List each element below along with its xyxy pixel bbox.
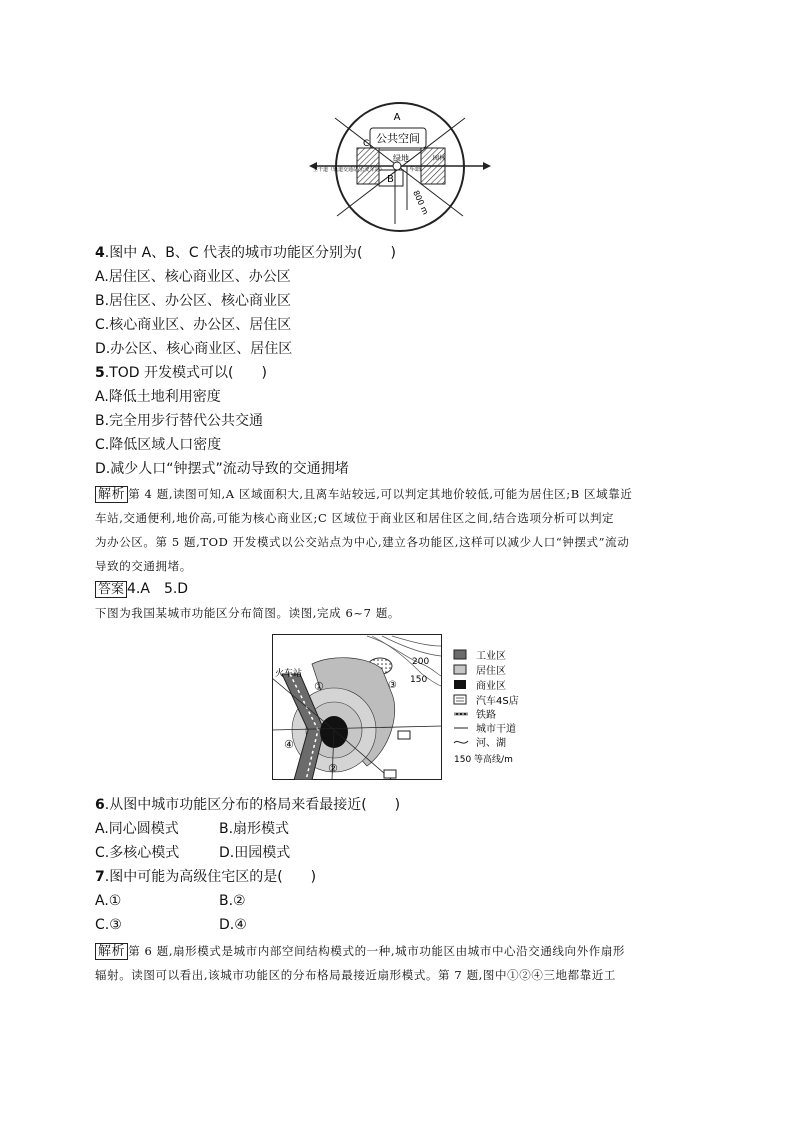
question-4-number: 4 (95, 245, 105, 261)
label-contour-150: 150 (410, 675, 428, 685)
answer-1-tag: 答案 (95, 581, 127, 598)
question-7-stem (95, 868, 316, 886)
intro-6-7: 下图为我国某城市功能区分布简图。读图,完成 6~7 题。 (95, 606, 401, 620)
tod-diagram (305, 100, 495, 240)
legend-industrial: 工业区 (476, 651, 506, 662)
analysis-2-line-2: 辐射。读图可以看出,该城市功能区的分布格局最接近扇形模式。第 7 题,图中①②④三地都靠近工 (95, 968, 617, 982)
analysis-2-tag: 解析 (95, 943, 128, 960)
q7-option-c[interactable]: C.③ (95, 917, 122, 933)
label-radius: 800 m (411, 189, 431, 217)
q7-option-d[interactable]: D.④ (219, 917, 247, 933)
q6-option-c[interactable]: C.多核心模式 (95, 845, 180, 861)
q4-option-b[interactable]: B.居住区、办公区、核心商业区 (95, 293, 292, 309)
car-shop-2 (384, 770, 396, 778)
q4-option-c[interactable]: C.核心商业区、办公区、居住区 (95, 317, 292, 333)
question-5-text: .TOD 开发模式可以( ) (104, 365, 267, 381)
question-6-text: .从图中城市功能区分布的格局来看最接近( ) (104, 797, 401, 813)
q4-option-d[interactable]: D.办公区、核心商业区、居住区 (95, 341, 293, 357)
legend-railway: 铁路 (476, 710, 496, 721)
q6-options-row-1 (95, 820, 495, 838)
label-b: B (387, 174, 394, 185)
label-public-space: 公共空间 (376, 132, 420, 145)
q7-options-row-2 (95, 916, 495, 934)
q7-option-b[interactable]: B.② (219, 893, 246, 909)
answer-1-text: 4.A 5.D (127, 581, 189, 597)
label-green: 绿地 (393, 154, 409, 163)
q5-option-a[interactable]: A.降低土地利用密度 (95, 389, 221, 405)
analysis-1-line-3: 为办公区。第 5 题,TOD 开发模式以公交站点为中心,建立各功能区,这样可以减少人口“钟摆式”流动 (95, 535, 630, 549)
question-6-stem (95, 796, 400, 814)
station-dot (393, 162, 401, 170)
q5-option-b[interactable]: B.完全用步行替代公共交通 (95, 413, 264, 429)
question-5-number: 5 (95, 365, 105, 381)
label-a: A (393, 112, 401, 123)
analysis-1-tag: 解析 (95, 486, 128, 503)
q6-option-a[interactable]: A.同心圆模式 (95, 821, 179, 837)
label-stop: 主干道（轨道交通站/公交车站） (313, 167, 385, 173)
q6-option-b[interactable]: B.扇形模式 (219, 821, 290, 837)
label-contour-200: 200 (412, 657, 430, 667)
analysis-2-line-1: 解析 第 6 题,扇形模式是城市内部空间结构模式的一种,城市功能区由城市中心沿交通线向外作扇形 (95, 942, 625, 961)
city-zone-map (272, 634, 442, 780)
legend-road: 城市干道 (476, 724, 516, 735)
q5-option-c[interactable]: C.降低区域人口密度 (95, 437, 222, 453)
question-5-stem (95, 364, 267, 382)
label-station: 火车站 (275, 669, 303, 679)
analysis-1-line-2: 车站,交通便利,地价高,可能为核心商业区;C 区域位于商业区和居住区之间,结合选项分析可以判定 (95, 511, 615, 525)
label-zone-3: ③ (388, 680, 397, 691)
legend-residential: 居住区 (476, 666, 506, 677)
answer-1 (95, 580, 188, 599)
analysis-1-line-4: 导致的交通拥堵。 (95, 559, 192, 573)
legend-car-shop: 汽车4S店 (476, 696, 519, 707)
legend-contour: 150 等高线/m (454, 755, 513, 765)
label-zone-1: ① (314, 680, 324, 693)
q6-option-d[interactable]: D.田园模式 (219, 845, 291, 861)
label-c: C (363, 139, 370, 149)
question-4-stem (95, 244, 396, 262)
legend-commercial: 商业区 (476, 681, 506, 692)
q5-option-d[interactable]: D.减少人口“钟摆式”流动导致的交通拥堵 (95, 461, 349, 477)
car-shop-1 (398, 731, 410, 739)
map-legend (452, 648, 562, 770)
question-4-text: .图中 A、B、C 代表的城市功能区分别为( ) (104, 245, 396, 261)
question-7-number: 7 (95, 869, 105, 885)
q4-option-a[interactable]: A.居住区、核心商业区、办公区 (95, 269, 291, 285)
label-stop-right: 车站 (409, 166, 422, 173)
legend-river: 河、湖 (476, 738, 506, 749)
q7-options-row-1 (95, 892, 495, 910)
question-7-text: .图中可能为高级住宅区的是( ) (104, 869, 317, 885)
question-6-number: 6 (95, 797, 105, 813)
q7-option-a[interactable]: A.① (95, 893, 122, 909)
label-zone-4: ④ (284, 738, 294, 751)
q6-options-row-2 (95, 844, 495, 862)
analysis-1-line-1: 解析 第 4 题,读图可知,A 区域面积大,且离车站较远,可以判定其地价较低,可能为居住区;B 区域靠近 (95, 485, 632, 504)
label-zone-2: ② (328, 762, 338, 775)
label-small: 园林 (433, 155, 446, 162)
